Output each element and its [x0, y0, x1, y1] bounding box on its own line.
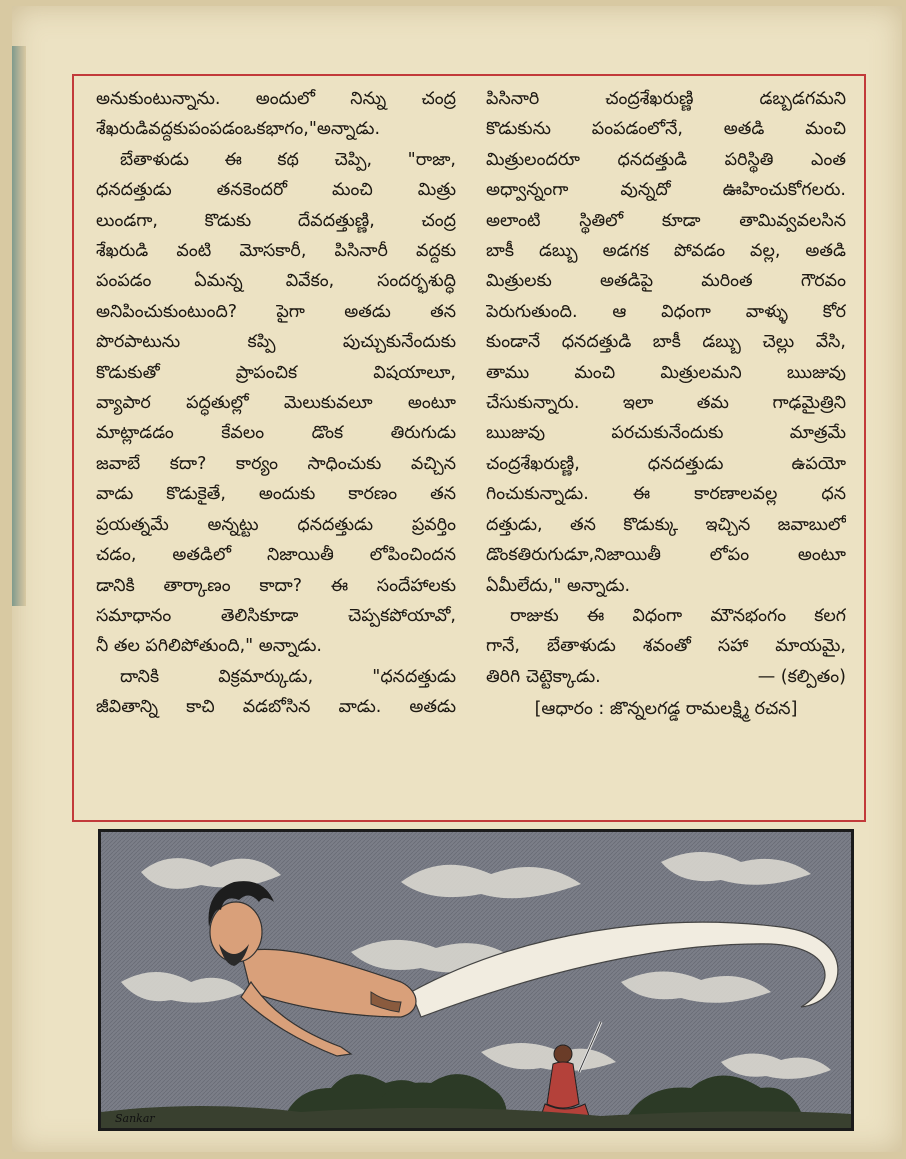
text-line: కొడుకుతో ప్రాపంచిక విషయాలూ,	[96, 362, 456, 383]
text-line: చేసుకున్నారు. ఇలా తమ గాఢమైత్రిని	[486, 393, 846, 414]
text-line: నీ తల పగిలిపోతుంది," అన్నాడు.	[96, 636, 322, 657]
text-line: బేతాళుడు ఈ కథ చెప్పి, "రాజా,	[120, 149, 456, 170]
text-line: పంపడం ఏమన్న వివేకం, సందర్భశుద్ధి	[96, 271, 456, 292]
text-line: వాడు కొడుకైతే, అందుకు కారణం తన	[96, 484, 456, 505]
left-column	[96, 84, 456, 723]
page-edge-strip	[12, 46, 26, 606]
text-line: అలాంటి స్థితిలో కూడా తామివ్వవలసిన	[486, 210, 846, 231]
text-line: బాకీ డబ్బు అడగక పోవడం వల్ల, అతడి	[486, 241, 846, 262]
text-line: తాము మంచి మిత్రులమని ఋజువు	[486, 362, 846, 383]
text-frame	[72, 74, 866, 822]
text-line: శేఖరుడివద్దకుపంపడంఒకభాగం,"అన్నాడు.	[96, 119, 381, 140]
text-line: జీవితాన్ని కాచి వడబోసిన వాడు. అతడు	[96, 697, 456, 718]
text-line: గించుకున్నాడు. ఈ కారణాలవల్ల ధన	[486, 484, 846, 505]
text-line: ప్రయత్నమే అన్నట్టు ధనదత్తుడు ప్రవర్తిం	[96, 514, 456, 535]
text-line: లుండగా, కొడుకు దేవదత్తుణ్ణి, చంద్ర	[96, 210, 456, 231]
text-line: ధనదత్తుడు తనకెందరో మంచి మిత్రు	[96, 180, 456, 201]
text-line: చంద్రశేఖరుణ్ణి, ధనదత్తుడు ఉపయో	[486, 453, 846, 474]
text-line: డానికి తార్కాణం కాదా? ఈ సందేహాలకు	[96, 575, 456, 596]
story-tag: — (కల్పితం)	[757, 666, 846, 687]
text-line: జవాబే కదా? కార్యం సాధించుకు వచ్చిన	[96, 453, 456, 474]
text-line-part: తిరిగి చెట్టెక్కాడు.	[486, 666, 601, 687]
text-line: కొడుకును పంపడంలోనే, అతడి మంచి	[486, 119, 846, 140]
text-line: వ్యాపార పద్ధతుల్లో మెలుకువలూ అంటూ	[96, 393, 456, 414]
text-line: అనుకుంటున్నాను. అందులో నిన్ను చంద్ర	[96, 89, 456, 109]
right-column	[486, 84, 846, 725]
artist-signature: Sankar	[115, 1112, 155, 1125]
text-line: చడం, అతడిలో నిజాయితీ లోపించిందన	[96, 545, 456, 566]
text-line: కుండానే ధనదత్తుడి బాకీ డబ్బు చెల్లు వేసి,	[486, 332, 846, 353]
page	[12, 6, 902, 1152]
illustration-svg	[101, 832, 851, 1128]
illustration	[98, 829, 854, 1131]
text-line: పెరుగుతుంది. ఆ విధంగా వాళ్ళు కోర	[486, 301, 846, 322]
text-line: దత్తుడు, తన కొడుక్కు ఇచ్చిన జవాబులో	[486, 514, 846, 535]
text-line: మిత్రులకు అతడిపై మరింత గౌరవం	[486, 271, 846, 292]
source-credit: [ఆధారం : జొన్నలగడ్డ రామలక్ష్మి రచన]	[534, 699, 798, 720]
text-line: మాట్లాడడం కేవలం డొంక తిరుగుడు	[96, 423, 456, 444]
text-line: అనిపించుకుంటుంది? పైగా అతడు తన	[96, 301, 456, 322]
text-line	[486, 662, 846, 692]
text-line: పిసినారి చంద్రశేఖరుణ్ణి డబ్బడగమని	[486, 89, 846, 109]
text-line: పొరపాటును కప్పి పుచ్చుకునేందుకు	[96, 332, 456, 353]
text-line: మిత్రులందరూ ధనదత్తుడి పరిస్థితి ఎంత	[486, 149, 846, 170]
text-line: అధ్వాన్నంగా వున్నదో ఊహించుకోగలరు.	[486, 180, 846, 201]
text-line: దానికి విక్రమార్కుడు, "ధనదత్తుడు	[120, 666, 456, 687]
text-line: సమాధానం తెలిసికూడా చెప్పకపోయావో,	[96, 605, 456, 626]
text-line: రాజుకు ఈ విధంగా మౌనభంగం కలగ	[510, 605, 846, 626]
text-line: శేఖరుడి వంటి మోసకారీ, పిసినారీ వద్దకు	[96, 241, 456, 262]
text-line: డొంకతిరుగుడూ,నిజాయితీ లోపం అంటూ	[486, 545, 846, 566]
text-line: గానే, బేతాళుడు శవంతో సహా మాయమై,	[486, 636, 846, 657]
text-line: ఏమీలేదు," అన్నాడు.	[486, 575, 631, 596]
text-line: ఋజువు పరచుకునేందుకు మాత్రమే	[486, 423, 846, 444]
